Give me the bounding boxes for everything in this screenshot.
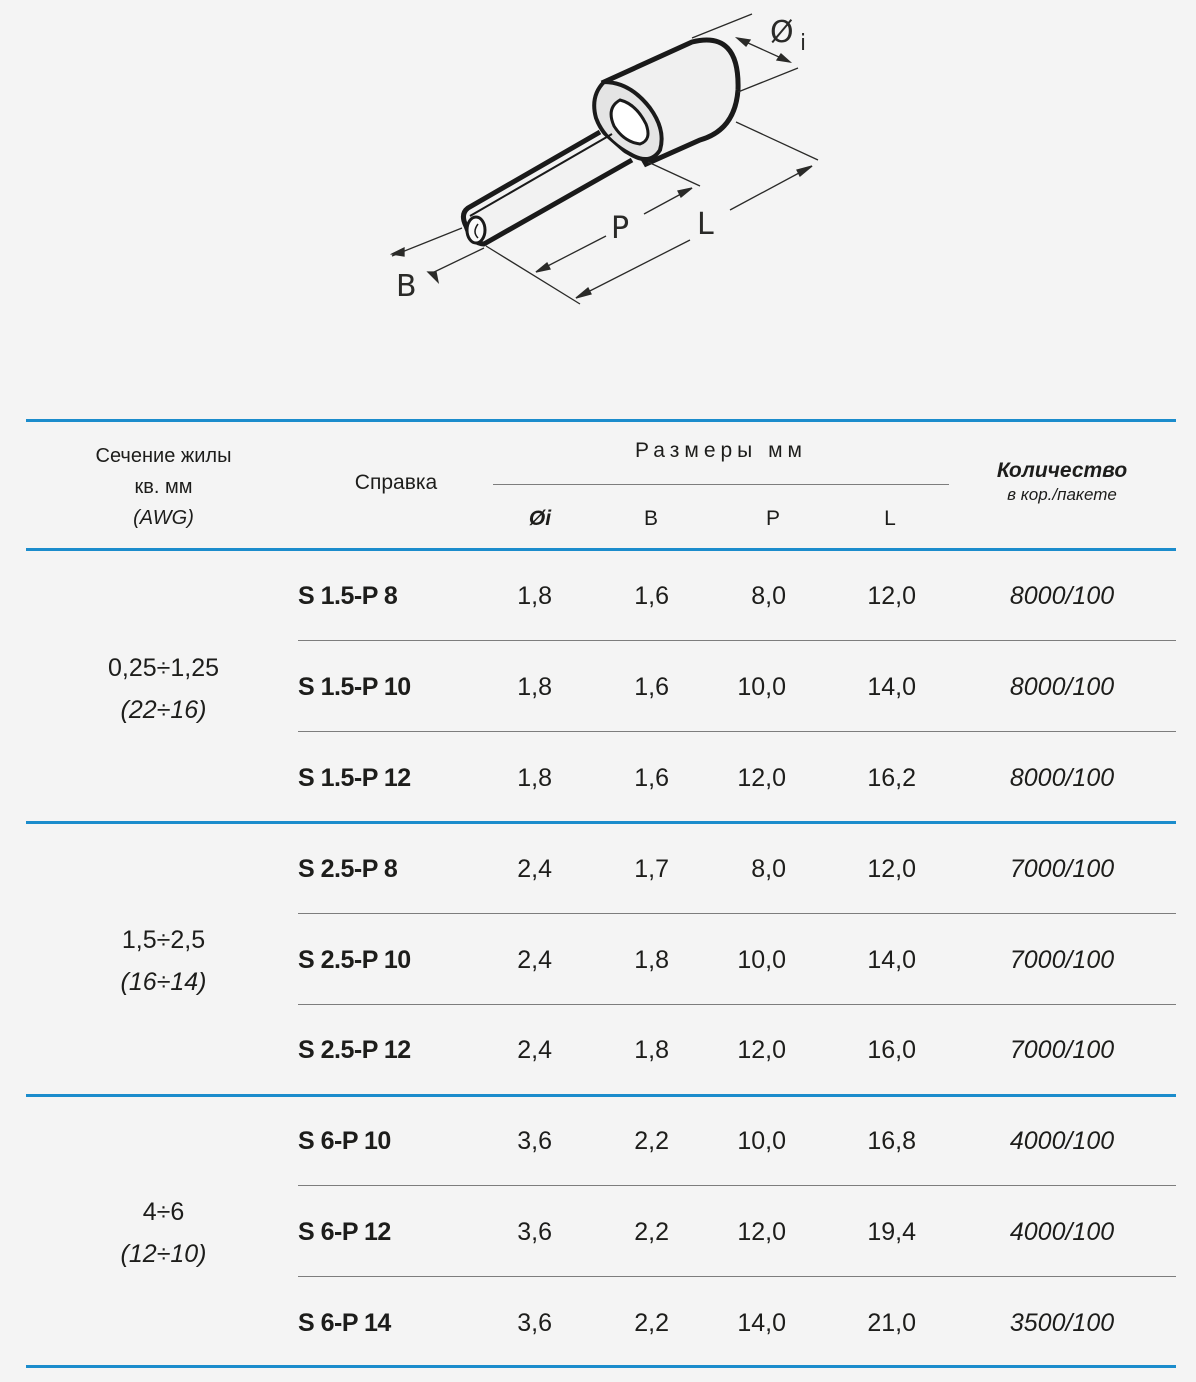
- cell-l: 16,0: [867, 1036, 916, 1064]
- cell-p: 8,0: [751, 855, 786, 883]
- cell-qty: 8000/100: [1009, 673, 1115, 701]
- header-quantity: [946, 459, 1178, 505]
- row-divider: [298, 1276, 1176, 1277]
- header-section-awg: (AWG): [133, 507, 194, 529]
- cell-p: 10,0: [737, 1127, 786, 1155]
- cell-p: 14,0: [737, 1309, 786, 1337]
- header-dimensions: Размеры мм: [635, 439, 807, 462]
- table-row-ref: S 1.5-P 10: [298, 673, 411, 701]
- header-section-line2: кв. мм: [134, 476, 193, 498]
- label-b: B: [396, 269, 417, 304]
- table-row-ref: S 1.5-P 8: [298, 582, 398, 610]
- header-reference: Справка: [354, 471, 438, 494]
- row-divider: [298, 640, 1176, 641]
- group-awg-value: (22÷16): [120, 696, 207, 724]
- table-top-rule: [26, 419, 1176, 422]
- cell-oi: 3,6: [517, 1309, 552, 1337]
- group-section-3: [26, 1191, 301, 1275]
- group-section-value: 0,25÷1,25: [107, 654, 220, 682]
- cell-oi: 2,4: [517, 946, 552, 974]
- label-oi: Ø: [770, 15, 794, 50]
- header-quantity-title: Количество: [996, 459, 1128, 482]
- terminal-pin: [463, 132, 632, 244]
- header-l: L: [884, 507, 896, 530]
- cell-oi: 1,8: [517, 673, 552, 701]
- cell-l: 12,0: [867, 582, 916, 610]
- table-row-ref: S 6-P 10: [298, 1127, 391, 1155]
- group-section-value: 1,5÷2,5: [121, 926, 206, 954]
- cell-oi: 1,8: [517, 582, 552, 610]
- cell-oi: 1,8: [517, 764, 552, 792]
- row-divider: [298, 1004, 1176, 1005]
- group-section-1: [26, 647, 301, 731]
- header-b: B: [643, 507, 658, 530]
- cell-qty: 4000/100: [1009, 1127, 1115, 1155]
- row-divider: [298, 1185, 1176, 1186]
- cell-p: 12,0: [737, 764, 786, 792]
- cell-b: 2,2: [634, 1127, 669, 1155]
- table-row-ref: S 2.5-P 12: [298, 1036, 411, 1064]
- cell-qty: 7000/100: [1009, 1036, 1115, 1064]
- table-row-ref: S 1.5-P 12: [298, 764, 411, 792]
- group-awg-value: (12÷10): [120, 1240, 207, 1268]
- cell-p: 10,0: [737, 673, 786, 701]
- cell-b: 2,2: [634, 1309, 669, 1337]
- cell-p: 10,0: [737, 946, 786, 974]
- header-dimensions-rule: [493, 484, 949, 485]
- row-divider: [298, 731, 1176, 732]
- terminal-diagram: [0, 0, 1196, 330]
- cell-b: 2,2: [634, 1218, 669, 1246]
- cell-b: 1,8: [634, 946, 669, 974]
- cell-oi: 3,6: [517, 1127, 552, 1155]
- cell-qty: 3500/100: [1009, 1309, 1115, 1337]
- label-l: L: [697, 207, 714, 242]
- cell-b: 1,8: [634, 1036, 669, 1064]
- group-section-value: 4÷6: [142, 1198, 185, 1226]
- table-row-ref: S 2.5-P 10: [298, 946, 411, 974]
- header-bottom-rule: [26, 548, 1176, 551]
- cell-oi: 2,4: [517, 855, 552, 883]
- cell-p: 8,0: [751, 582, 786, 610]
- cell-b: 1,6: [634, 582, 669, 610]
- header-quantity-sub: в кор./пакете: [1007, 485, 1117, 504]
- cell-l: 14,0: [867, 946, 916, 974]
- group-rule: [26, 1094, 1176, 1097]
- cell-qty: 4000/100: [1009, 1218, 1115, 1246]
- cell-l: 14,0: [867, 673, 916, 701]
- table-row-ref: S 2.5-P 8: [298, 855, 398, 883]
- table-row-ref: S 6-P 12: [298, 1218, 391, 1246]
- cell-qty: 7000/100: [1009, 855, 1115, 883]
- cell-b: 1,6: [634, 764, 669, 792]
- cell-qty: 7000/100: [1009, 946, 1115, 974]
- terminal-drawing: [0, 0, 1196, 330]
- cell-b: 1,6: [634, 673, 669, 701]
- cell-oi: 3,6: [517, 1218, 552, 1246]
- header-p: P: [765, 507, 780, 530]
- table-bottom-rule: [26, 1365, 1176, 1368]
- header-oi: Øi: [528, 507, 552, 530]
- cell-p: 12,0: [737, 1218, 786, 1246]
- group-rule: [26, 821, 1176, 824]
- cell-b: 1,7: [634, 855, 669, 883]
- cell-l: 12,0: [867, 855, 916, 883]
- cell-l: 16,2: [867, 764, 916, 792]
- cell-oi: 2,4: [517, 1036, 552, 1064]
- cell-qty: 8000/100: [1009, 582, 1115, 610]
- header-section-line1: Сечение жилы: [95, 445, 232, 467]
- row-divider: [298, 913, 1176, 914]
- cell-l: 21,0: [867, 1309, 916, 1337]
- group-awg-value: (16÷14): [120, 968, 207, 996]
- cell-qty: 8000/100: [1009, 764, 1115, 792]
- group-section-2: [26, 919, 301, 1003]
- table-row-ref: S 6-P 14: [298, 1309, 391, 1337]
- label-p: P: [611, 211, 630, 246]
- cell-l: 16,8: [867, 1127, 916, 1155]
- cell-l: 19,4: [867, 1218, 916, 1246]
- header-section: [26, 441, 301, 534]
- cell-p: 12,0: [737, 1036, 786, 1064]
- label-oi-sub: i: [800, 31, 807, 56]
